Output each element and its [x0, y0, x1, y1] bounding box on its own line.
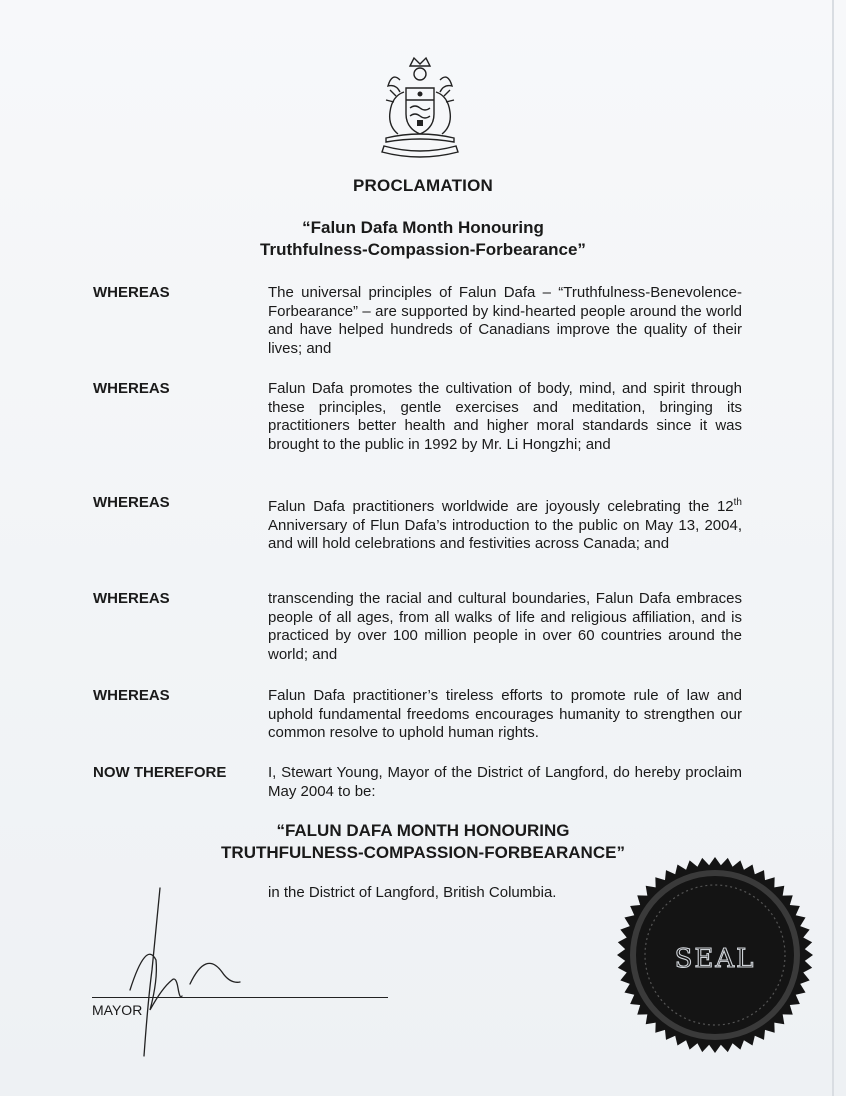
- clause-text: [268, 494, 742, 554]
- clause-text: I, Stewart Young, Mayor of the District of Langford, do hereby proclaim May 2004 to be:: [268, 764, 742, 800]
- embossed-seal-icon: [615, 855, 815, 1055]
- clause-text: The universal principles of Falun Dafa – “Truthfulness-Benevolence-Forbearance” – are supported by kind-hearted people around the world and have helped hundreds of Canadians improve the quality of their lives; and: [268, 284, 742, 357]
- paper-fold: [832, 0, 834, 1096]
- proclamation-title: PROCLAMATION: [353, 176, 493, 195]
- clause-label: WHEREAS: [93, 284, 170, 301]
- clause-label: NOW THEREFORE: [93, 764, 227, 781]
- mayor-label: MAYOR: [92, 1002, 143, 1018]
- clause-label: WHEREAS: [93, 494, 170, 511]
- clause-label: WHEREAS: [93, 380, 170, 397]
- clause-label: WHEREAS: [93, 687, 170, 704]
- clause-label: WHEREAS: [93, 590, 170, 607]
- resolution-line: “FALUN DAFA MONTH HONOURING: [276, 821, 570, 840]
- subtitle-line: Truthfulness-Compassion-Forbearance”: [260, 240, 586, 259]
- coat-of-arms-icon: [370, 52, 470, 162]
- seal-text: SEAL: [674, 944, 756, 974]
- clause-text-part: Falun Dafa practitioners worldwide are joyously celebrating the 12: [268, 498, 734, 515]
- subtitle-line: “Falun Dafa Month Honouring: [302, 218, 544, 237]
- signature-line: [92, 997, 388, 998]
- ordinal-suffix: th: [733, 497, 742, 508]
- handwritten-signature-icon: [110, 880, 270, 1060]
- location-text: in the District of Langford, British Columbia.: [268, 884, 557, 901]
- clause-text: transcending the racial and cultural boundaries, Falun Dafa embraces people of all ages, from all walks of life and religious affiliation, and is practiced by over 100 million people in over 60 countries around the world; and: [268, 590, 742, 663]
- clause-text: Falun Dafa practitioner’s tireless efforts to promote rule of law and uphold fundamental freedoms encourages humanity to strengthen our common resolve to uphold human rights.: [268, 687, 742, 741]
- proclamation-subtitle: [0, 217, 846, 261]
- clause-text-part: Anniversary of Flun Dafa’s introduction to the public on May 13, 2004, and will hold celebrations and festivities across Canada; and: [268, 516, 742, 552]
- clause-text: Falun Dafa promotes the cultivation of body, mind, and spirit through these principles, gentle exercises and meditation, bringing its practitioners better health and higher moral standards since it was brought to the public in 1992 by Mr. Li Hongzhi; and: [268, 380, 742, 453]
- resolution-line: TRUTHFULNESS-COMPASSION-FORBEARANCE”: [221, 843, 625, 862]
